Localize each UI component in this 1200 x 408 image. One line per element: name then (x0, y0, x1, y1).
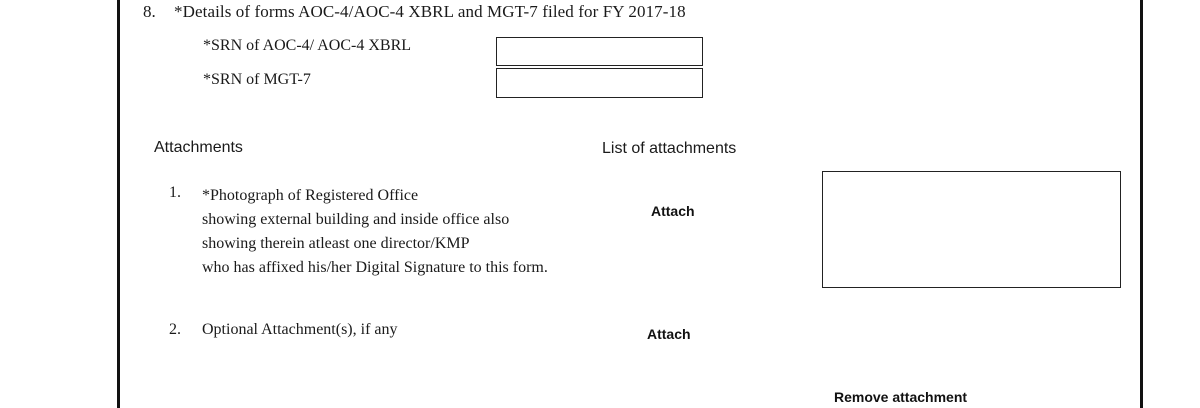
page-border-right (1140, 0, 1143, 408)
srn-aoc-input[interactable] (496, 37, 703, 66)
attachments-list-box[interactable] (822, 171, 1121, 288)
srn-mgt-label: *SRN of MGT-7 (203, 71, 311, 88)
attachment-item-number: 2. (169, 321, 181, 338)
list-of-attachments-heading: List of attachments (602, 140, 737, 157)
attachment-item-description: Optional Attachment(s), if any (202, 321, 398, 338)
description-line: *Photograph of Registered Office (202, 187, 419, 204)
description-line: showing external building and inside office also (202, 211, 510, 228)
attach-photograph-button[interactable]: Attach (651, 203, 695, 219)
remove-attachment-button[interactable]: Remove attachment (834, 389, 968, 405)
description-line: who has affixed his/her Digital Signature to this form. (202, 259, 548, 276)
description-line: showing therein atleast one director/KMP (202, 235, 470, 252)
srn-mgt-input[interactable] (496, 68, 703, 98)
page-border-left (117, 0, 120, 408)
attachment-item-description (202, 184, 548, 280)
srn-aoc-label: *SRN of AOC-4/ AOC-4 XBRL (203, 37, 412, 54)
attachments-heading: Attachments (154, 139, 243, 156)
section-number: 8. (143, 2, 156, 21)
attach-optional-button[interactable]: Attach (647, 326, 691, 342)
section-title: *Details of forms AOC-4/AOC-4 XBRL and MGT-7 filed for FY 2017-18 (174, 2, 686, 21)
attachment-item-number: 1. (169, 184, 181, 201)
